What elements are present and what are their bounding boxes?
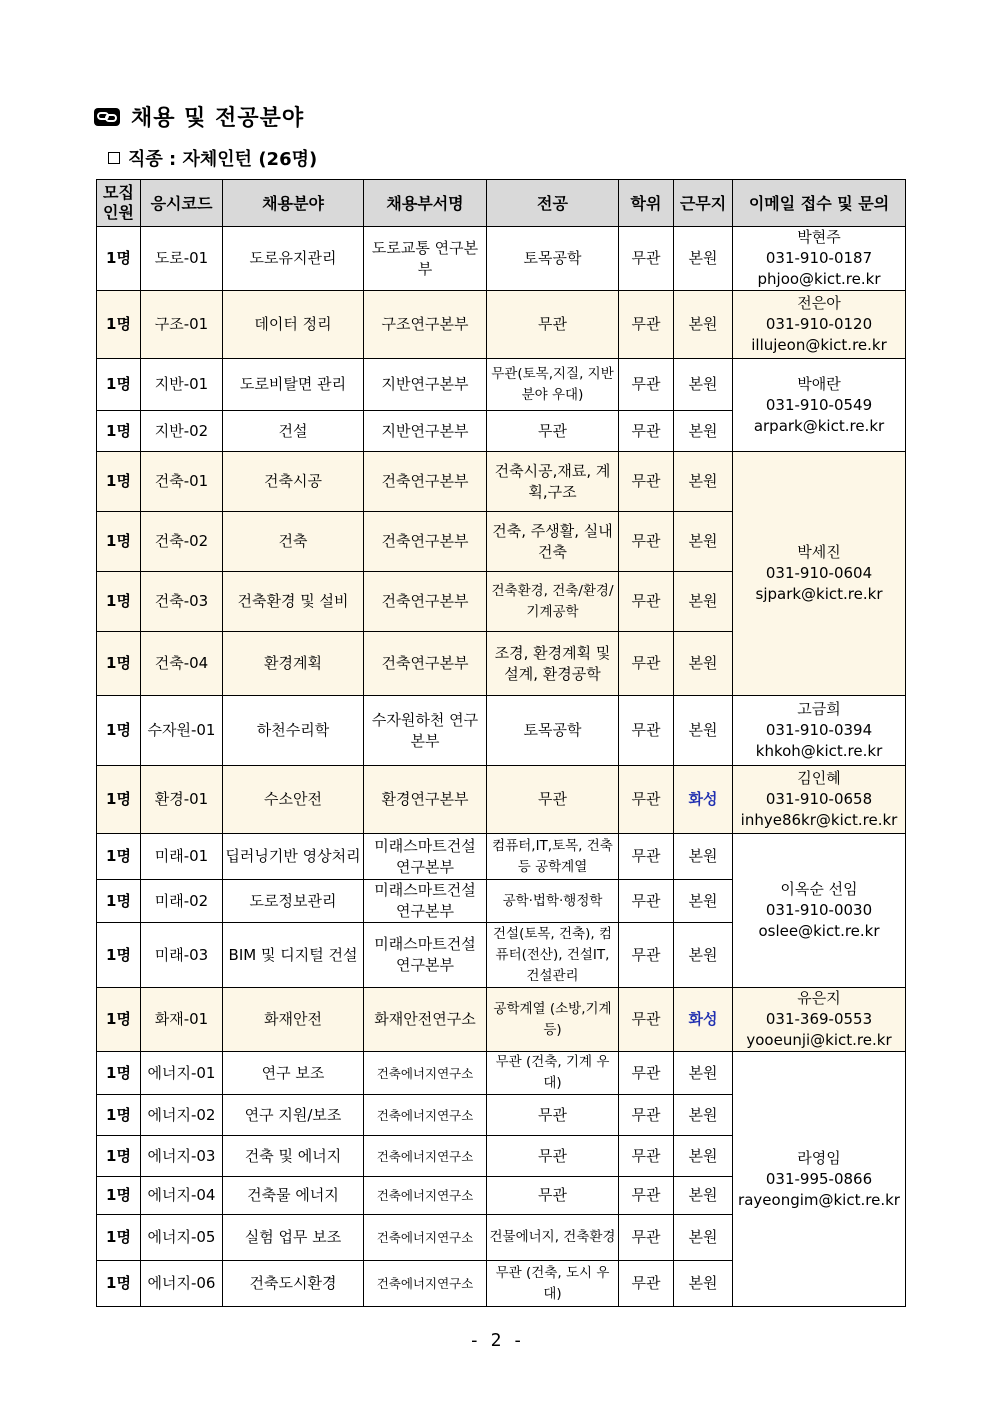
cell-degree: 무관: [619, 1052, 674, 1095]
cell-location: 본원: [674, 1052, 733, 1095]
cell-field: 연구 보조: [223, 1052, 364, 1095]
table-row: [97, 1052, 906, 1095]
cell-count: 1명: [97, 1261, 141, 1307]
cell-degree: 무관: [619, 1215, 674, 1261]
cell-major: 공학계열 (소방,기계 등): [487, 988, 619, 1052]
cell-code: 에너지-02: [141, 1095, 223, 1136]
table-header-row: [97, 180, 906, 227]
cell-major: 무관(토목,지질, 지반분야 우대): [487, 359, 619, 411]
cell-code: 수자원-01: [141, 696, 223, 766]
cell-degree: 무관: [619, 632, 674, 696]
contact-name: 이옥순 선임: [780, 880, 858, 898]
cell-count: 1명: [97, 988, 141, 1052]
cell-code: 에너지-01: [141, 1052, 223, 1095]
cell-degree: 무관: [619, 834, 674, 880]
contact-cell: [733, 696, 906, 766]
cell-code: 환경-01: [141, 766, 223, 834]
cell-dept: 미래스마트건설 연구본부: [364, 834, 487, 880]
section-title: 채용 및 전공분야: [131, 106, 305, 131]
contact-phone: 031-910-0604: [765, 564, 873, 582]
cell-major: 토목공학: [487, 227, 619, 291]
cell-count: 1명: [97, 834, 141, 880]
table-row: [97, 834, 906, 880]
cell-location: 화성: [674, 988, 733, 1052]
header-major: 전공: [487, 180, 619, 227]
contact-name: 박현주: [797, 228, 841, 246]
cell-code: 지반-01: [141, 359, 223, 411]
cell-field: 딥러닝기반 영상처리: [223, 834, 364, 880]
cell-code: 건축-04: [141, 632, 223, 696]
cell-dept: 구조연구본부: [364, 291, 487, 359]
cell-major: 무관 (건축, 기계 우대): [487, 1052, 619, 1095]
cell-code: 도로-01: [141, 227, 223, 291]
contact-cell: [733, 766, 906, 834]
cell-dept: 건축연구본부: [364, 572, 487, 632]
cell-degree: 무관: [619, 411, 674, 452]
link-icon: [93, 107, 121, 127]
contact-cell: [733, 988, 906, 1052]
cell-dept: 건축에너지연구소: [364, 1261, 487, 1307]
cell-dept: 건축연구본부: [364, 632, 487, 696]
contact-phone: 031-369-0553: [765, 1010, 873, 1028]
cell-field: 수소안전: [223, 766, 364, 834]
cell-count: 1명: [97, 1095, 141, 1136]
cell-major: 건축시공,재료, 계획,구조: [487, 452, 619, 512]
cell-count: 1명: [97, 411, 141, 452]
contact-email[interactable]: illujeon@kict.re.kr: [751, 336, 887, 354]
cell-dept: 건축에너지연구소: [364, 1177, 487, 1215]
cell-location: 본원: [674, 923, 733, 988]
cell-major: 토목공학: [487, 696, 619, 766]
cell-location: 본원: [674, 512, 733, 572]
cell-code: 건축-01: [141, 452, 223, 512]
cell-degree: 무관: [619, 1177, 674, 1215]
cell-count: 1명: [97, 880, 141, 923]
cell-degree: 무관: [619, 1261, 674, 1307]
cell-count: 1명: [97, 452, 141, 512]
cell-field: 도로비탈면 관리: [223, 359, 364, 411]
contact-email[interactable]: khkoh@kict.re.kr: [755, 742, 883, 760]
cell-field: 데이터 정리: [223, 291, 364, 359]
cell-dept: 건축연구본부: [364, 512, 487, 572]
contact-phone: 031-910-0187: [765, 249, 873, 267]
table-row: [97, 988, 906, 1052]
cell-code: 화재-01: [141, 988, 223, 1052]
cell-location: 본원: [674, 1261, 733, 1307]
cell-degree: 무관: [619, 1095, 674, 1136]
cell-field: 건축 및 에너지: [223, 1136, 364, 1177]
cell-code: 에너지-05: [141, 1215, 223, 1261]
contact-email[interactable]: phjoo@kict.re.kr: [757, 270, 881, 288]
cell-dept: 수자원하천 연구본부: [364, 696, 487, 766]
cell-count: 1명: [97, 1177, 141, 1215]
cell-degree: 무관: [619, 880, 674, 923]
cell-count: 1명: [97, 291, 141, 359]
cell-field: 화재안전: [223, 988, 364, 1052]
cell-field: 건설: [223, 411, 364, 452]
cell-count: 1명: [97, 1052, 141, 1095]
cell-code: 미래-01: [141, 834, 223, 880]
cell-count: 1명: [97, 696, 141, 766]
cell-major: 컴퓨터,IT,토목, 건축등 공학계열: [487, 834, 619, 880]
page-number: - 2 -: [468, 1330, 524, 1351]
table-row: [97, 359, 906, 411]
contact-email[interactable]: sjpark@kict.re.kr: [755, 585, 883, 603]
contact-cell: [733, 834, 906, 988]
recruitment-table: [96, 179, 906, 1307]
cell-location: 본원: [674, 572, 733, 632]
cell-count: 1명: [97, 227, 141, 291]
cell-location: 본원: [674, 834, 733, 880]
cell-dept: 지반연구본부: [364, 359, 487, 411]
contact-cell: [733, 359, 906, 452]
contact-email[interactable]: yooeunji@kict.re.kr: [746, 1031, 892, 1049]
contact-phone: 031-910-0549: [765, 395, 873, 414]
cell-major: 건축환경, 건축/환경/기계공학: [487, 572, 619, 632]
cell-field: 건축시공: [223, 452, 364, 512]
contact-name: 김인혜: [797, 769, 841, 787]
cell-location: 본원: [674, 1136, 733, 1177]
cell-count: 1명: [97, 359, 141, 411]
cell-major: 무관: [487, 1095, 619, 1136]
cell-field: 연구 지원/보조: [223, 1095, 364, 1136]
cell-dept: 환경연구본부: [364, 766, 487, 834]
cell-dept: 미래스마트건설 연구본부: [364, 880, 487, 923]
section-heading: [93, 101, 304, 132]
cell-field: BIM 및 디지털 건설: [223, 923, 364, 988]
contact-phone: 031-910-0658: [765, 790, 873, 808]
cell-dept: 화재안전연구소: [364, 988, 487, 1052]
header-degree: 학위: [619, 180, 674, 227]
cell-count: 1명: [97, 632, 141, 696]
cell-major: 무관: [487, 411, 619, 452]
cell-degree: 무관: [619, 359, 674, 411]
cell-dept: 건축에너지연구소: [364, 1052, 487, 1095]
cell-field: 하천수리학: [223, 696, 364, 766]
contact-cell: [733, 291, 906, 359]
cell-dept: 건축에너지연구소: [364, 1136, 487, 1177]
cell-location: 본원: [674, 880, 733, 923]
cell-degree: 무관: [619, 572, 674, 632]
section-subtitle: 직종 : 자체인턴 (26명): [128, 149, 318, 170]
cell-major: 무관: [487, 766, 619, 834]
cell-count: 1명: [97, 923, 141, 988]
cell-dept: 건축에너지연구소: [364, 1095, 487, 1136]
contact-name: 박애란: [797, 374, 841, 393]
cell-field: 건축도시환경: [223, 1261, 364, 1307]
contact-name: 박세진: [797, 543, 841, 561]
cell-location: 본원: [674, 452, 733, 512]
cell-degree: 무관: [619, 988, 674, 1052]
contact-name: 유은지: [797, 989, 841, 1007]
cell-dept: 건축에너지연구소: [364, 1215, 487, 1261]
cell-location: 화성: [674, 766, 733, 834]
cell-degree: 무관: [619, 1136, 674, 1177]
contact-cell: [733, 227, 906, 291]
contact-phone: 031-910-0120: [765, 315, 873, 333]
section-subheading: [108, 145, 317, 171]
cell-major: 무관: [487, 1177, 619, 1215]
cell-field: 도로유지관리: [223, 227, 364, 291]
cell-degree: 무관: [619, 291, 674, 359]
cell-code: 미래-03: [141, 923, 223, 988]
contact-email[interactable]: arpark@kict.re.kr: [753, 416, 885, 435]
cell-field: 건축물 에너지: [223, 1177, 364, 1215]
cell-count: 1명: [97, 1136, 141, 1177]
table-row: [97, 696, 906, 766]
cell-field: 실험 업무 보조: [223, 1215, 364, 1261]
cell-location: 본원: [674, 632, 733, 696]
cell-field: 건축환경 및 설비: [223, 572, 364, 632]
header-location: 근무지: [674, 180, 733, 227]
cell-location: 본원: [674, 359, 733, 411]
contact-name: 라영임: [797, 1148, 841, 1167]
cell-field: 건축: [223, 512, 364, 572]
header-field: 채용분야: [223, 180, 364, 227]
cell-major: 공학·법학·행정학: [487, 880, 619, 923]
cell-dept: 지반연구본부: [364, 411, 487, 452]
cell-location: 본원: [674, 696, 733, 766]
contact-name: 고금희: [797, 700, 841, 718]
cell-degree: 무관: [619, 452, 674, 512]
table-row: [97, 291, 906, 359]
cell-major: 무관 (건축, 도시 우대): [487, 1261, 619, 1307]
cell-dept: 미래스마트건설 연구본부: [364, 923, 487, 988]
cell-count: 1명: [97, 512, 141, 572]
cell-location: 본원: [674, 227, 733, 291]
table-row: [97, 766, 906, 834]
cell-location: 본원: [674, 291, 733, 359]
contact-cell: [733, 1052, 906, 1307]
cell-major: 조경, 환경계획 및 설계, 환경공학: [487, 632, 619, 696]
cell-major: 건축, 주생활, 실내건축: [487, 512, 619, 572]
cell-degree: 무관: [619, 227, 674, 291]
table-row: [97, 227, 906, 291]
cell-field: 도로정보관리: [223, 880, 364, 923]
cell-location: 본원: [674, 1177, 733, 1215]
cell-dept: 건축연구본부: [364, 452, 487, 512]
cell-count: 1명: [97, 572, 141, 632]
contact-cell: [733, 452, 906, 696]
contact-phone: 031-910-0394: [765, 721, 873, 739]
cell-count: 1명: [97, 1215, 141, 1261]
cell-code: 에너지-04: [141, 1177, 223, 1215]
header-code: 응시코드: [141, 180, 223, 227]
contact-phone: 031-910-0030: [765, 901, 873, 919]
contact-email[interactable]: rayeongim@kict.re.kr: [738, 1190, 900, 1209]
cell-code: 에너지-06: [141, 1261, 223, 1307]
cell-major: 건물에너지, 건축환경: [487, 1215, 619, 1261]
contact-name: 전은아: [797, 294, 841, 312]
cell-field: 환경계획: [223, 632, 364, 696]
cell-degree: 무관: [619, 696, 674, 766]
cell-location: 본원: [674, 411, 733, 452]
cell-code: 지반-02: [141, 411, 223, 452]
contact-email[interactable]: inhye86kr@kict.re.kr: [740, 811, 898, 829]
cell-major: 건설(토목, 건축), 컴퓨터(전산), 건설IT, 건설관리: [487, 923, 619, 988]
cell-degree: 무관: [619, 766, 674, 834]
cell-major: 무관: [487, 1136, 619, 1177]
cell-code: 건축-02: [141, 512, 223, 572]
cell-code: 미래-02: [141, 880, 223, 923]
cell-degree: 무관: [619, 512, 674, 572]
cell-code: 에너지-03: [141, 1136, 223, 1177]
header-contact: 이메일 접수 및 문의: [733, 180, 906, 227]
cell-dept: 도로교통 연구본부: [364, 227, 487, 291]
cell-location: 본원: [674, 1215, 733, 1261]
contact-email[interactable]: oslee@kict.re.kr: [758, 922, 880, 940]
contact-phone: 031-995-0866: [765, 1169, 873, 1188]
cell-code: 건축-03: [141, 572, 223, 632]
cell-major: 무관: [487, 291, 619, 359]
table-row: [97, 452, 906, 512]
header-count: 모집 인원: [97, 180, 141, 227]
cell-degree: 무관: [619, 923, 674, 988]
cell-count: 1명: [97, 766, 141, 834]
cell-code: 구조-01: [141, 291, 223, 359]
header-dept: 채용부서명: [364, 180, 487, 227]
cell-location: 본원: [674, 1095, 733, 1136]
checkbox-square-icon: [108, 152, 120, 164]
